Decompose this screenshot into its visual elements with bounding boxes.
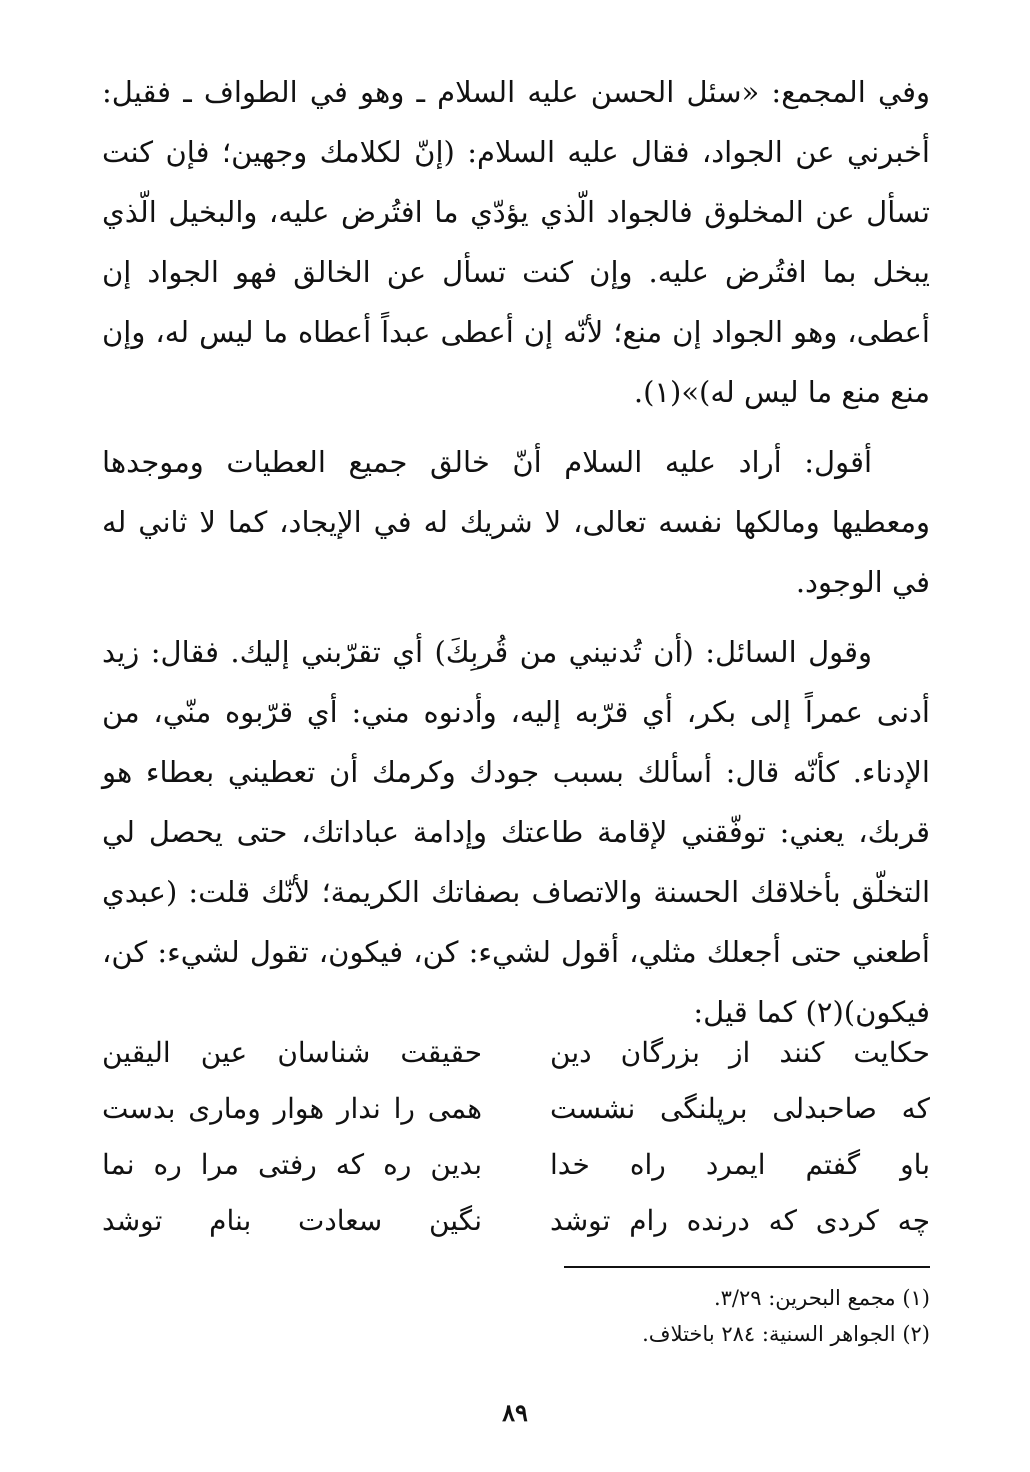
footnotes (102, 1280, 930, 1352)
paragraph-aqul: أقول: أراد عليه السلام أنّ خالق جميع العطيات وموجدها ومعطيها ومالكها نفسه تعالى، لا شريك له في الإيجاد، كما لا ثاني له في الوجود. (102, 445, 930, 599)
poem-second-hemistich: نگين سعادت بنام توشد (102, 1203, 482, 1237)
poem-second-hemistich: بدين ره كه رفتى مرا ره نما (102, 1147, 482, 1181)
poem-verse (102, 1136, 930, 1192)
poem-first-hemistich: كه صاحبدلى برپلنگى نشست (550, 1091, 930, 1125)
paragraph-questioner: وقول السائل: (أن تُدنيني من قُربِكَ) أي تقرّبني إليك. فقال: زيد أدنى عمراً إلى بكر، أي قرّبه إليه، وأدنوه مني: أي قرّبوه منّي، من الإدناء. كأنّه قال: أسألك بسبب جودك وكرمك أن تعطيني بعطاء هو قربك، يعني: توفّقني لإقامة طاعتك وإدامة عباداتك، حتى يحصل لي التخلّق بأخلاقك الحسنة والاتصاف بصفاتك الكريمة؛ لأنّك قلت: (عبدي أطعني حتى أجعلك مثلي، أقول لشيء: كن، فيكون، تقول لشيء: كن، فيكون)(٢) كما قيل: (102, 635, 930, 1029)
page-number: ٨٩ (502, 1398, 528, 1427)
poem-first-hemistich: چه كردى كه درنده رام توشد (550, 1203, 930, 1237)
poem-verse (102, 1192, 930, 1248)
persian-poem (102, 1024, 930, 1248)
poem-verse (102, 1024, 930, 1080)
footnote-2: (٢) الجواهر السنية: ٢٨٤ باختلاف. (642, 1322, 930, 1346)
poem-verse (102, 1080, 930, 1136)
main-text (102, 62, 930, 1052)
footnote-divider (564, 1266, 930, 1268)
paragraph-majma-quote: وفي المجمع: «سئل الحسن عليه السلام ـ وهو في الطواف ـ فقيل: أخبرني عن الجواد، فقال عليه السلام: (إنّ لكلامك وجهين؛ فإن كنت تسأل عن المخلوق فالجواد الّذي يؤدّي ما افتُرض عليه، والبخيل الّذي يبخل بما افتُرض عليه. وإن كنت تسأل عن الخالق فهو الجواد إن أعطى، وهو الجواد إن منع؛ لأنّه إن أعطى عبداً أعطاه ما ليس له، وإن منع منع ما ليس له)»(١). (102, 75, 930, 409)
footnote-1: (١) مجمع البحرين: ٣/٢٩. (713, 1286, 930, 1310)
poem-second-hemistich: همى را ندار هوار ومارى بدست (102, 1091, 482, 1125)
poem-first-hemistich: باو گفتم ايمرد راه خدا (550, 1147, 930, 1181)
poem-first-hemistich: حكايت كنند از بزرگان دين (550, 1035, 930, 1069)
poem-second-hemistich: حقيقت شناسان عين اليقين (102, 1035, 482, 1069)
